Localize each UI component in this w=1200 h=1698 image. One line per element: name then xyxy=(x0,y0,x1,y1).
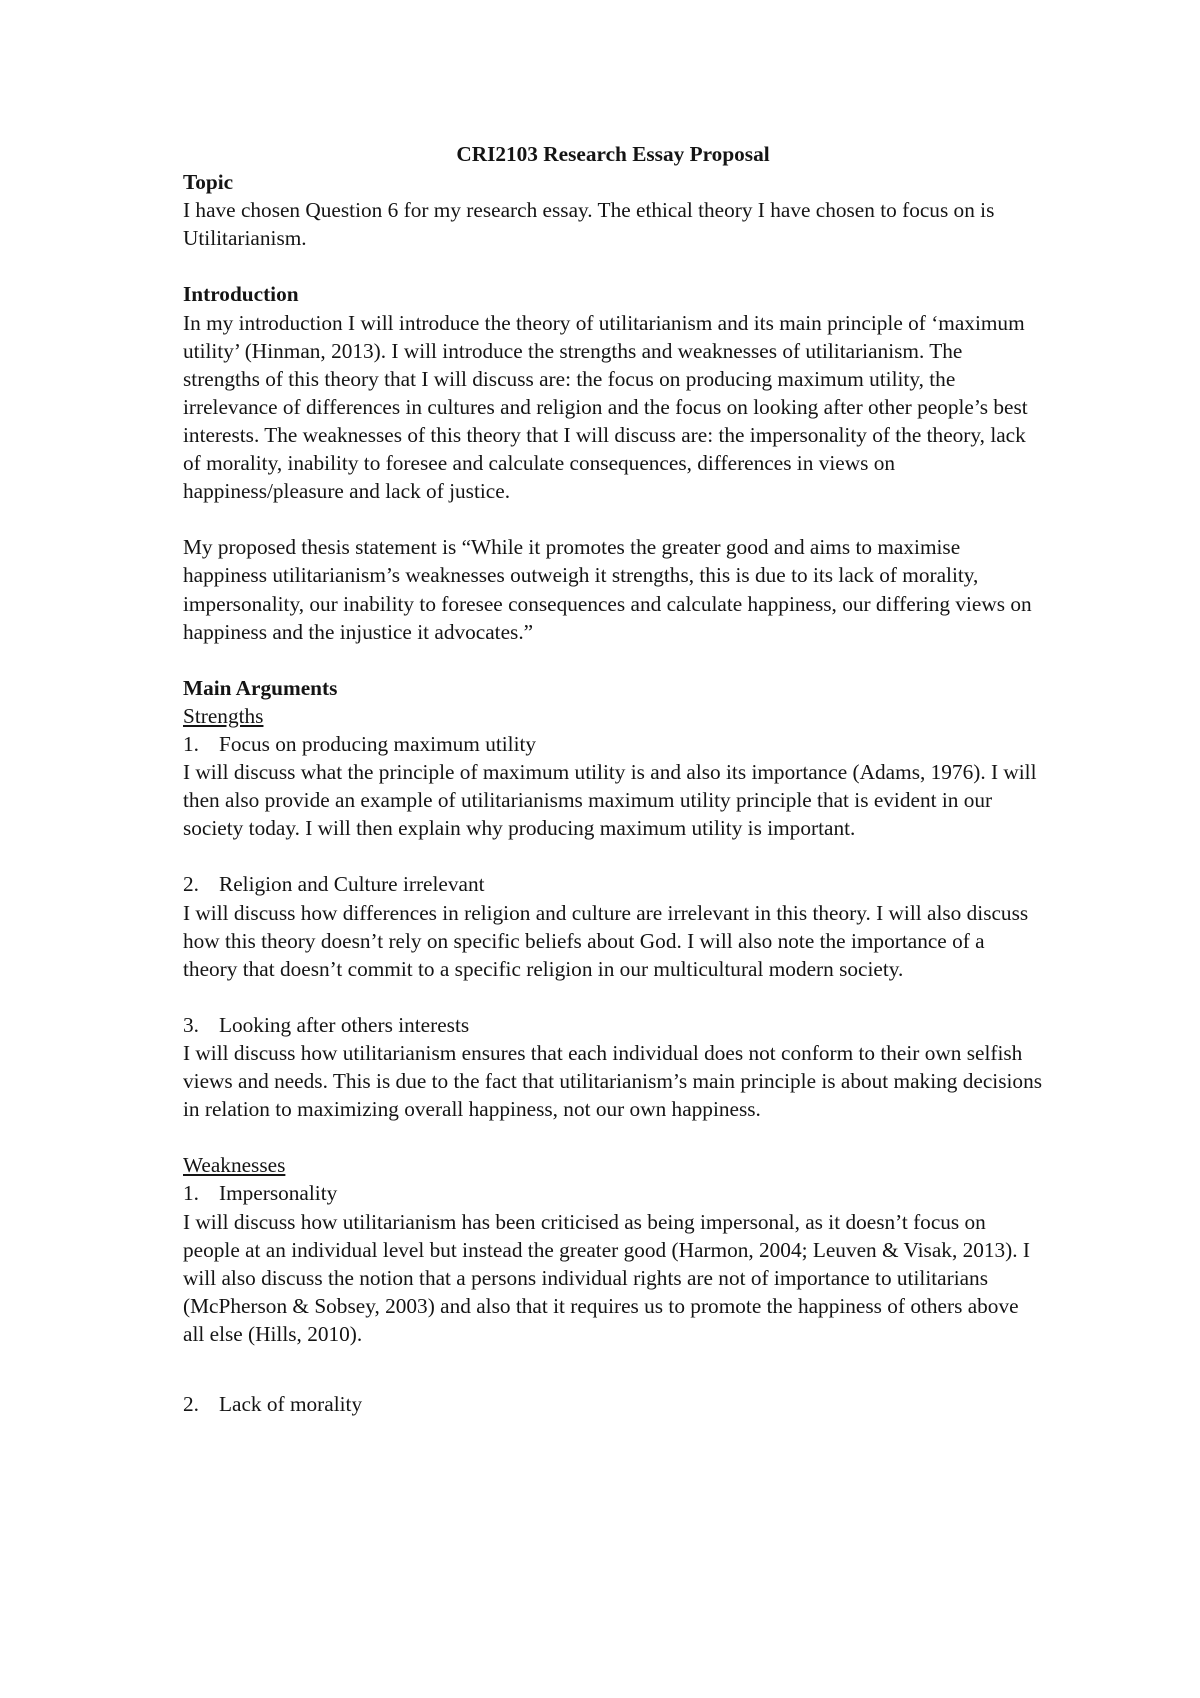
strength-item-title xyxy=(183,870,1043,898)
introduction-heading: Introduction xyxy=(183,282,299,307)
weaknesses-subheading: Weaknesses xyxy=(183,1153,286,1178)
list-number: 3. xyxy=(183,1012,199,1037)
spacer xyxy=(183,505,1043,533)
spacer xyxy=(183,646,1043,674)
thesis-statement-paragraph: My proposed thesis statement is “While it promotes the greater good and aims to maximise happiness utilitarianism’s weaknesses outweigh it strengths, this is due to its lack of morality, impersonality, our inability to foresee consequences and calculate happiness, our differing views on happiness and the injustice it advocates.” xyxy=(183,535,1032,644)
introduction-paragraph: In my introduction I will introduce the theory of utilitarianism and its main principle of ‘maximum utility’ (Hinman, 2013). I will introduce the strengths and weaknesses of utilitarianism. The strengths of this theory that I will discuss are: the focus on producing maximum utility, the irrelevance of differences in cultures and religion and the focus on looking after other people’s best interests. The weaknesses of this theory that I will discuss are: the impersonality of the theory, lack of morality, inability to foresee and calculate consequences, differences in views on happiness/pleasure and lack of justice. xyxy=(183,310,1028,504)
spacer xyxy=(183,252,1043,280)
weakness-item-body: I will discuss how utilitarianism has been criticised as being impersonal, as it doesn’t focus on people at an individual level but instead the greater good (Harmon, 2004; Leuven & Visak, 2013). I will also discuss the notion that a persons individual rights are not of importance to utilitarians (McPherson & Sobsey, 2003) and also that it requires us to promote the happiness of others above all else (Hills, 2010). xyxy=(183,1209,1031,1346)
weakness-item-title xyxy=(183,1179,1043,1207)
list-item-title: Religion and Culture irrelevant xyxy=(219,872,485,897)
list-number: 1. xyxy=(183,731,199,756)
strength-item-body: I will discuss what the principle of maximum utility is and also its importance (Adams, 1976). I will then also provide an example of utilitarianisms maximum utility principle that is evident in our society today. I will then explain why producing maximum utility is important. xyxy=(183,760,1037,841)
strengths-subheading: Strengths xyxy=(183,703,264,728)
list-number: 2. xyxy=(183,872,199,897)
spacer xyxy=(183,1348,1043,1390)
main-arguments-heading: Main Arguments xyxy=(183,675,338,700)
topic-body: I have chosen Question 6 for my research essay. The ethical theory I have chosen to focus on is Utilitarianism. xyxy=(183,198,995,251)
spacer xyxy=(183,983,1043,1011)
list-item-title: Impersonality xyxy=(219,1181,338,1206)
strength-item-title xyxy=(183,730,1043,758)
spacer xyxy=(183,842,1043,870)
list-number: 1. xyxy=(183,1181,199,1206)
strength-item-body: I will discuss how utilitarianism ensures that each individual does not conform to their own selfish views and needs. This is due to the fact that utilitarianism’s main principle is about making decisions in relation to maximizing overall happiness, not our own happiness. xyxy=(183,1041,1043,1122)
list-item-title: Lack of morality xyxy=(219,1392,363,1417)
weakness-item-title xyxy=(183,1390,1043,1418)
strength-item-body: I will discuss how differences in religion and culture are irrelevant in this theory. I will also discuss how this theory doesn’t rely on specific beliefs about God. I will also note the importance of a theory that doesn’t commit to a specific religion in our multicultural modern society. xyxy=(183,900,1029,981)
spacer xyxy=(183,1123,1043,1151)
strength-item-title xyxy=(183,1011,1043,1039)
list-item-title: Focus on producing maximum utility xyxy=(219,731,537,756)
document-page xyxy=(183,140,1043,1418)
list-number: 2. xyxy=(183,1392,199,1417)
topic-heading: Topic xyxy=(183,170,234,195)
list-item-title: Looking after others interests xyxy=(219,1012,470,1037)
document-title: CRI2103 Research Essay Proposal xyxy=(456,142,770,166)
